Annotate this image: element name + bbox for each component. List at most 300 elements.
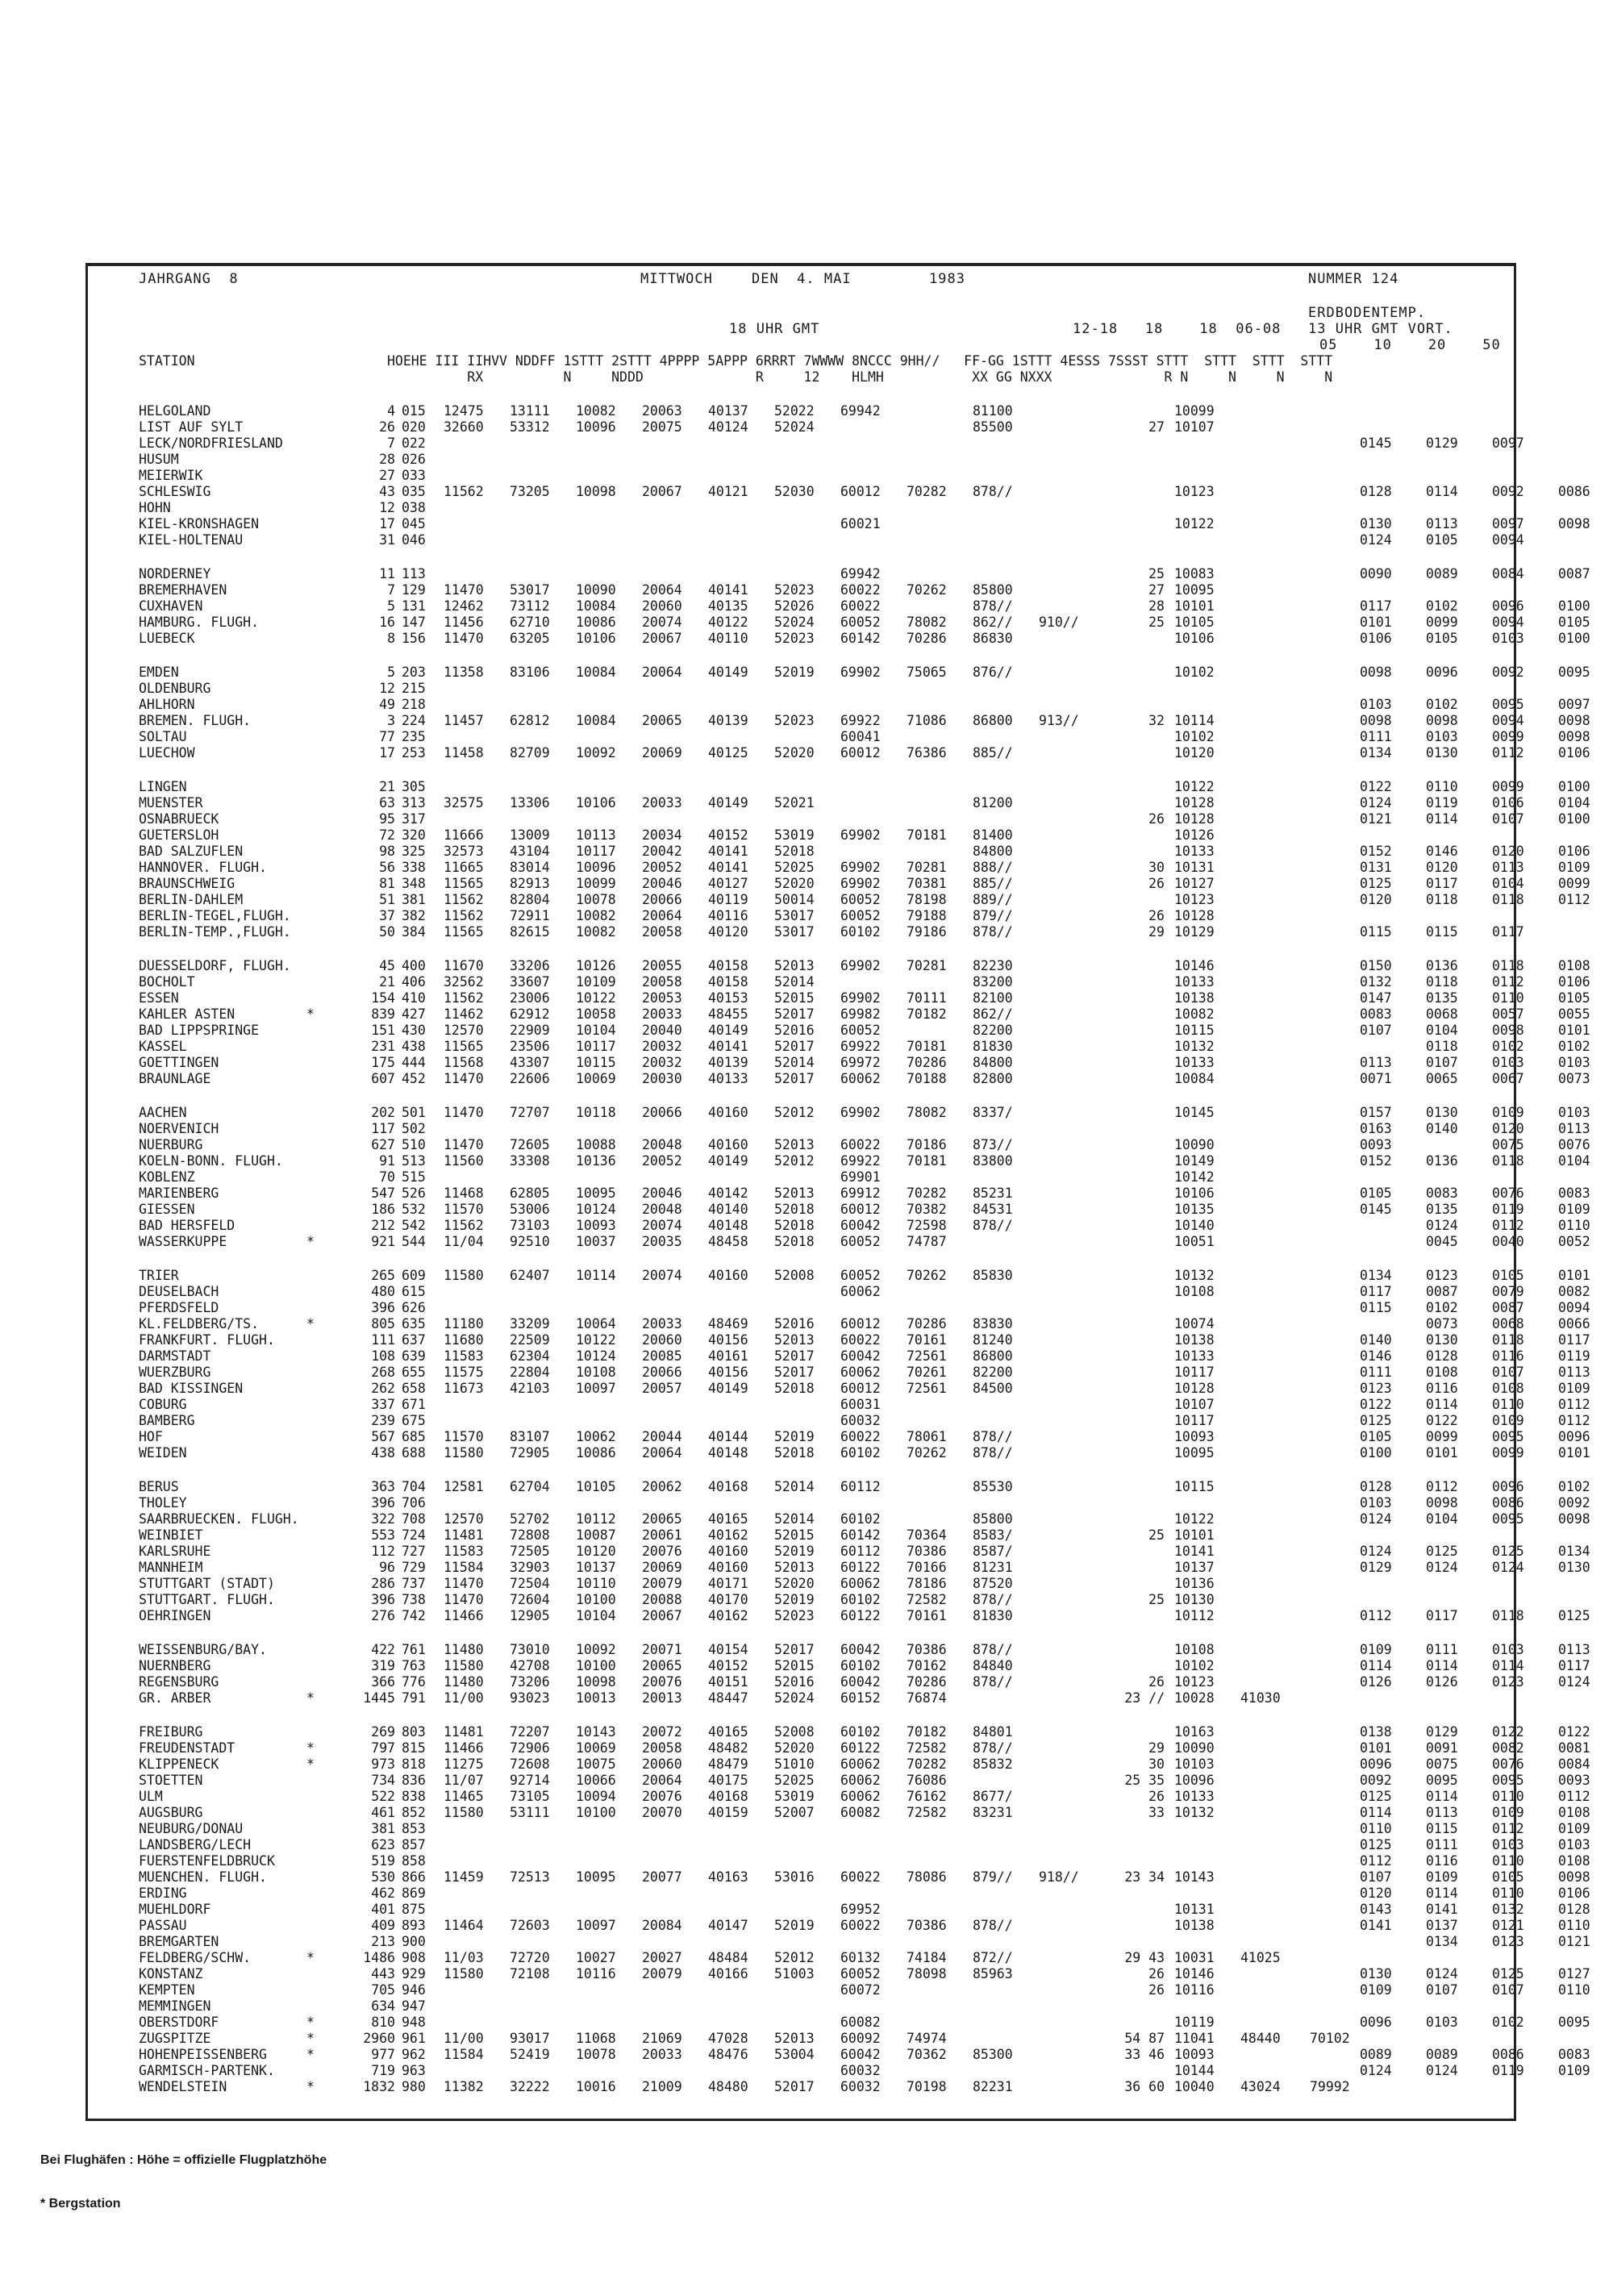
code-8nccc: 862//	[973, 1006, 1013, 1022]
code-8nccc: 82800	[973, 1071, 1013, 1086]
code-1sttt-max: 10136	[1174, 1576, 1215, 1591]
code-nddff: 53006	[510, 1202, 550, 1217]
code-4pppp: 40170	[708, 1592, 748, 1607]
soil-temp-50: 0108	[1558, 1853, 1590, 1869]
code-4pppp: 48455	[708, 1006, 748, 1022]
code-iihvv: 11680	[444, 1332, 484, 1348]
code-6rrrt: 60112	[840, 1544, 881, 1559]
code-6rrrt: 60052	[840, 1234, 881, 1249]
station-number: 946	[402, 1982, 426, 1998]
station-height: 567	[371, 1429, 395, 1444]
soil-temp-50: 0055	[1558, 1006, 1590, 1022]
station-number: 218	[402, 697, 426, 712]
code-5appp: 52019	[774, 1429, 815, 1444]
code-5appp: 52023	[774, 582, 815, 598]
code-1sttt: 10098	[576, 484, 616, 499]
soil-temp-10: 0111	[1426, 1642, 1458, 1657]
code-2sttt: 20034	[642, 827, 682, 843]
code-iihvv: 11465	[444, 1789, 484, 1804]
station-number: 224	[402, 713, 426, 728]
station-height: 31	[379, 532, 395, 548]
soil-temp-10: 0140	[1426, 1121, 1458, 1136]
code-5appp: 52017	[774, 2079, 815, 2094]
code-ffgg: 26	[1148, 1966, 1165, 1981]
soil-temp-20: 0120	[1492, 1121, 1524, 1136]
code-8nccc: 8337/	[973, 1105, 1013, 1120]
station-number: 869	[402, 1886, 426, 1901]
code-6rrrt: 69902	[840, 665, 881, 680]
soil-temp-10: 0123	[1426, 1268, 1458, 1283]
code-1sttt: 10082	[576, 924, 616, 940]
code-1sttt: 10143	[576, 1724, 616, 1740]
station-name: REGENSBURG	[139, 1674, 219, 1690]
soil-temp-10: 0135	[1426, 1202, 1458, 1217]
station-height: 8	[387, 631, 395, 646]
code-7wwww: 70182	[907, 1724, 947, 1740]
code-7wwww: 70182	[907, 1006, 947, 1022]
code-6rrrt: 60012	[840, 1202, 881, 1217]
soil-temp-10: 0099	[1426, 1429, 1458, 1444]
station-name: PFERDSFELD	[139, 1300, 219, 1315]
code-6rrrt: 69902	[840, 827, 881, 843]
table-row	[52, 1724, 1590, 1740]
table-row	[52, 795, 1590, 811]
soil-temp-10: 0101	[1426, 1445, 1458, 1461]
code-1sttt-max: 10101	[1174, 598, 1215, 614]
station-number: 857	[402, 1837, 426, 1852]
station-name: BRAUNSCHWEIG	[139, 876, 235, 891]
station-height: 37	[379, 908, 395, 923]
soil-temp-50: 0101	[1558, 1268, 1590, 1283]
soil-temp-10: 0129	[1426, 435, 1458, 451]
code-1sttt: 10078	[576, 2047, 616, 2062]
code-5appp: 52015	[774, 1658, 815, 1673]
soil-temp-50: 0100	[1558, 779, 1590, 794]
code-2sttt: 20061	[642, 1527, 682, 1543]
code-1sttt: 11068	[576, 2031, 616, 2046]
table-row	[52, 1137, 1590, 1153]
soil-temp-50: 0098	[1558, 713, 1590, 728]
code-5appp: 52015	[774, 990, 815, 1006]
soil-temp-05: 0092	[1360, 1773, 1392, 1788]
code-4pppp: 40139	[708, 713, 748, 728]
table-row	[52, 665, 1590, 681]
code-5appp: 53004	[774, 2047, 815, 2062]
table-row	[52, 1821, 1590, 1837]
code-nddff: 22509	[510, 1332, 550, 1348]
code-6rrrt: 60032	[840, 2063, 881, 2078]
code-1sttt-max: 10137	[1174, 1560, 1215, 1575]
table-row	[52, 1039, 1590, 1055]
code-5appp: 52023	[774, 713, 815, 728]
code-6rrrt: 60032	[840, 2079, 881, 2094]
table-row	[52, 419, 1503, 435]
code-1sttt-max: 10106	[1174, 1186, 1215, 1201]
code-7wwww: 70161	[907, 1332, 947, 1348]
table-row	[52, 1918, 1590, 1934]
mountain-marker: *	[306, 2047, 315, 2062]
code-nddff: 23506	[510, 1039, 550, 1054]
soil-temp-20: 0105	[1492, 1869, 1524, 1885]
soil-temp-05: 0101	[1360, 615, 1392, 630]
station-number: 026	[402, 452, 426, 467]
code-1sttt: 10084	[576, 598, 616, 614]
soil-temp-10: 0108	[1426, 1365, 1458, 1380]
code-1sttt-max: 10090	[1174, 1740, 1215, 1756]
station-height: 319	[371, 1658, 395, 1673]
code-4pppp: 40156	[708, 1332, 748, 1348]
code-iihvv: 11562	[444, 484, 484, 499]
code-8nccc: 878//	[973, 1642, 1013, 1657]
code-5appp: 52024	[774, 1690, 815, 1706]
soil-temp-20: 0121	[1492, 1918, 1524, 1933]
station-height: 117	[371, 1121, 395, 1136]
soil-temp-20: 0122	[1492, 1724, 1524, 1740]
code-iihvv: 11673	[444, 1381, 484, 1396]
issue-number: NUMMER 124	[1308, 271, 1399, 287]
station-number: 908	[402, 1950, 426, 1965]
station-name: EMDEN	[139, 665, 179, 680]
group-gap	[52, 548, 1503, 566]
station-height: 112	[371, 1544, 395, 1559]
soil-temp-10: 0099	[1426, 615, 1458, 630]
soil-temp-05: 0114	[1360, 1805, 1392, 1820]
station-height: 438	[371, 1445, 395, 1461]
code-1sttt: 10110	[576, 1576, 616, 1591]
code-7wwww: 70362	[907, 2047, 947, 2062]
table-row	[52, 1186, 1590, 1202]
code-1sttt-max: 10107	[1174, 1397, 1215, 1412]
soil-temp-50: 0108	[1558, 1805, 1590, 1820]
code-4pppp: 40127	[708, 876, 748, 891]
code-ffgg: 26	[1148, 1982, 1165, 1998]
soil-temp-05: 0128	[1360, 484, 1392, 499]
table-row	[52, 1300, 1590, 1316]
soil-temp-50: 0052	[1558, 1234, 1590, 1249]
code-8nccc: 82200	[973, 1023, 1013, 1038]
code-8nccc: 85963	[973, 1966, 1013, 1981]
code-1sttt-max: 10108	[1174, 1284, 1215, 1299]
code-ffgg: 28	[1148, 598, 1165, 614]
soil-temp-50: 0106	[1558, 974, 1590, 990]
soil-temp-05: 0152	[1360, 844, 1392, 859]
code-8nccc: 85800	[973, 582, 1013, 598]
code-4pppp: 40156	[708, 1365, 748, 1380]
code-4pppp: 40158	[708, 958, 748, 973]
station-height: 734	[371, 1773, 395, 1788]
station-name: BERLIN-TEGEL,FLUGH.	[139, 908, 291, 923]
station-name: GIESSEN	[139, 1202, 195, 1217]
code-nddff: 72504	[510, 1576, 550, 1591]
station-height: 91	[379, 1153, 395, 1169]
code-4pppp: 40139	[708, 1055, 748, 1070]
mountain-marker: *	[306, 1740, 315, 1756]
code-1sttt-max: 10144	[1174, 2063, 1215, 2078]
code-nddff: 72905	[510, 1445, 550, 1461]
code-6rrrt: 60152	[840, 1690, 881, 1706]
station-name: BAD KISSINGEN	[139, 1381, 244, 1396]
code-6rrrt: 60022	[840, 1429, 881, 1444]
code-2sttt: 20033	[642, 795, 682, 810]
code-1sttt-max: 10128	[1174, 1381, 1215, 1396]
code-7wwww: 70262	[907, 582, 947, 598]
code-4pppp: 40160	[708, 1137, 748, 1152]
station-name: WEISSENBURG/BAY.	[139, 1642, 267, 1657]
soil-temp-50: 0101	[1558, 1445, 1590, 1461]
code-nddff: 73105	[510, 1789, 550, 1804]
soil-temp-20: 0095	[1492, 697, 1524, 712]
soil-temp-50: 0096	[1558, 1429, 1590, 1444]
station-name: ULM	[139, 1789, 163, 1804]
station-height: 443	[371, 1966, 395, 1981]
code-1sttt-max: 10133	[1174, 1348, 1215, 1364]
soil-temp-10: 0098	[1426, 1495, 1458, 1511]
station-name: LANDSBERG/LECH	[139, 1837, 252, 1852]
code-6rrrt: 69942	[840, 566, 881, 581]
soil-temp-10: 0122	[1426, 1413, 1458, 1428]
station-number: 438	[402, 1039, 426, 1054]
code-7wwww: 79186	[907, 924, 947, 940]
station-height: 839	[371, 1006, 395, 1022]
code-2sttt: 20072	[642, 1724, 682, 1740]
code-1sttt: 10093	[576, 1218, 616, 1233]
soil-temp-10: 0107	[1426, 1055, 1458, 1070]
table-row	[52, 1121, 1590, 1137]
station-name: THOLEY	[139, 1495, 187, 1511]
code-6rrrt: 60022	[840, 1918, 881, 1933]
code-4pppp: 40154	[708, 1642, 748, 1657]
soil-temp-50: 0084	[1558, 1756, 1590, 1772]
code-5appp: 52017	[774, 1006, 815, 1022]
code-4pppp: 40148	[708, 1218, 748, 1233]
code-nddff: 83106	[510, 665, 550, 680]
soil-temp-05: 0143	[1360, 1902, 1392, 1917]
code-nddff: 72603	[510, 1918, 550, 1933]
table-row	[52, 1511, 1590, 1527]
soil-temp-10: 0083	[1426, 1186, 1458, 1201]
code-5appp: 52020	[774, 745, 815, 760]
code-7wwww: 71086	[907, 713, 947, 728]
code-7wwww: 70364	[907, 1527, 947, 1543]
code-2sttt: 20085	[642, 1348, 682, 1364]
soil-temp-20: 0099	[1492, 729, 1524, 744]
code-nddff: 62805	[510, 1186, 550, 1201]
station-number: 893	[402, 1918, 426, 1933]
code-8nccc: 84801	[973, 1724, 1013, 1740]
soil-temp-50: 0092	[1558, 1495, 1590, 1511]
code-1sttt-max: 10132	[1174, 1039, 1215, 1054]
table-row	[52, 1479, 1590, 1495]
code-5appp: 52016	[774, 1023, 815, 1038]
soil-temp-50: 0109	[1558, 1381, 1590, 1396]
station-height: 27	[379, 468, 395, 483]
code-1sttt: 10069	[576, 1071, 616, 1086]
code-5appp: 53019	[774, 827, 815, 843]
table-row	[52, 484, 1590, 500]
table-row	[52, 876, 1590, 892]
station-name: HELGOLAND	[139, 403, 211, 419]
soil-temp-05: 0134	[1360, 745, 1392, 760]
code-iihvv: 32660	[444, 419, 484, 435]
station-name: BRAUNLAGE	[139, 1071, 211, 1086]
code-1sttt: 10090	[576, 582, 616, 598]
code-6rrrt: 60062	[840, 1365, 881, 1380]
code-8nccc: 84500	[973, 1381, 1013, 1396]
station-name: TRIER	[139, 1268, 179, 1283]
code-1sttt: 10084	[576, 665, 616, 680]
soil-temp-10: 0105	[1426, 532, 1458, 548]
code-iihvv: 11481	[444, 1527, 484, 1543]
soil-temp-20: 0118	[1492, 1153, 1524, 1169]
station-number: 215	[402, 681, 426, 696]
code-nddff: 53111	[510, 1805, 550, 1820]
code-iihvv: 12581	[444, 1479, 484, 1494]
soil-temp-50: 0098	[1558, 1511, 1590, 1527]
code-7wwww: 70181	[907, 827, 947, 843]
station-number: 203	[402, 665, 426, 680]
code-nddff: 43104	[510, 844, 550, 859]
station-number: 929	[402, 1966, 426, 1981]
code-8nccc: 85830	[973, 1268, 1013, 1283]
code-nddff: 72808	[510, 1527, 550, 1543]
code-7wwww: 78186	[907, 1576, 947, 1591]
station-name: LECK/NORDFRIESLAND	[139, 435, 283, 451]
code-8nccc: 83200	[973, 974, 1013, 990]
code-4pppp: 48480	[708, 2079, 748, 2094]
station-height: 212	[371, 1218, 395, 1233]
table-row	[52, 566, 1590, 582]
code-6rrrt: 69902	[840, 990, 881, 1006]
code-1sttt: 10097	[576, 1918, 616, 1933]
code-8nccc: 81830	[973, 1039, 1013, 1054]
column-labels-1: STATION HOEHE III IIHVV NDDFF 1STTT 2STTT 4PPPP 5APPP 6RRRT 7WWWW 8NCCC 9HH// FF-GG 1STTT 4ESSS 7SSST STTT STTT STTT STTT	[139, 353, 1333, 369]
soil-temp-10: 0126	[1426, 1674, 1458, 1690]
code-8nccc: 83800	[973, 1153, 1013, 1169]
soil-temp-20: 0102	[1492, 1039, 1524, 1054]
soil-temp-05: 0122	[1360, 1397, 1392, 1412]
soil-temp-20: 0068	[1492, 1316, 1524, 1331]
station-name: BERUS	[139, 1479, 179, 1494]
code-5appp: 52013	[774, 958, 815, 973]
soil-temp-50: 0134	[1558, 1544, 1590, 1559]
code-1sttt: 10122	[576, 990, 616, 1006]
table-row	[52, 1055, 1590, 1071]
soil-temp-05: 0100	[1360, 1445, 1392, 1461]
station-height: 921	[371, 1234, 395, 1249]
code-4pppp: 40147	[708, 1918, 748, 1933]
code-7wwww: 70281	[907, 860, 947, 875]
station-name: SOLTAU	[139, 729, 187, 744]
code-7wwww: 78082	[907, 1105, 947, 1120]
code-7wwww: 70111	[907, 990, 947, 1006]
station-height: 396	[371, 1592, 395, 1607]
code-8nccc: 878//	[973, 1218, 1013, 1233]
code-6rrrt: 69902	[840, 860, 881, 875]
code-2sttt: 20042	[642, 844, 682, 859]
code-4pppp: 40141	[708, 860, 748, 875]
code-6rrrt: 60012	[840, 484, 881, 499]
table-row	[52, 1853, 1590, 1869]
code-nddff: 62304	[510, 1348, 550, 1364]
code-nddff: 22606	[510, 1071, 550, 1086]
code-5appp: 53017	[774, 908, 815, 923]
code-7wwww: 78082	[907, 615, 947, 630]
code-1sttt-max: 10031	[1174, 1950, 1215, 1965]
soil-temp-20: 0094	[1492, 615, 1524, 630]
code-1sttt: 10122	[576, 1332, 616, 1348]
soil-temp-05: 0150	[1360, 958, 1392, 973]
soil-temp-05: 0128	[1360, 1479, 1392, 1494]
code-2sttt: 20052	[642, 1153, 682, 1169]
soil-temp-50: 0101	[1558, 1023, 1590, 1038]
soil-temp-10: 0114	[1426, 811, 1458, 827]
code-8nccc: 82100	[973, 990, 1013, 1006]
station-height: 77	[379, 729, 395, 744]
code-8nccc: 888//	[973, 860, 1013, 875]
station-number: 045	[402, 516, 426, 531]
code-6rrrt: 69952	[840, 1902, 881, 1917]
soil-temp-10: 0141	[1426, 1902, 1458, 1917]
code-8nccc: 878//	[973, 1429, 1013, 1444]
station-number: 542	[402, 1218, 426, 1233]
code-1sttt-max: 10128	[1174, 908, 1215, 923]
soil-temp-05: 0103	[1360, 1495, 1392, 1511]
code-1sttt-max: 10123	[1174, 1674, 1215, 1690]
soil-temp-10: 0117	[1426, 1608, 1458, 1623]
station-height: 265	[371, 1268, 395, 1283]
table-row	[52, 468, 1503, 484]
code-4pppp: 40171	[708, 1576, 748, 1591]
code-1sttt-max: 10133	[1174, 1789, 1215, 1804]
code-iihvv: 11458	[444, 745, 484, 760]
code-2sttt: 20067	[642, 484, 682, 499]
table-row	[52, 1756, 1590, 1773]
station-number: 526	[402, 1186, 426, 1201]
code-7wwww: 70282	[907, 1756, 947, 1772]
code-5appp: 52015	[774, 1527, 815, 1543]
code-1sttt-max: 10117	[1174, 1413, 1215, 1428]
soil-temp-05: 0105	[1360, 1186, 1392, 1201]
station-height: 363	[371, 1479, 395, 1494]
code-7wwww: 79188	[907, 908, 947, 923]
station-height: 108	[371, 1348, 395, 1364]
soil-temp-20: 0096	[1492, 598, 1524, 614]
code-2sttt: 20071	[642, 1642, 682, 1657]
code-7wwww: 78098	[907, 1966, 947, 1981]
soil-temp-05: 0117	[1360, 598, 1392, 614]
code-2sttt: 20064	[642, 908, 682, 923]
soil-temp-20: 0114	[1492, 1658, 1524, 1673]
station-number: 515	[402, 1169, 426, 1185]
code-nddff: 72505	[510, 1544, 550, 1559]
soil-temp-20: 0110	[1492, 1789, 1524, 1804]
code-5appp: 52013	[774, 1332, 815, 1348]
soil-temp-50: 0112	[1558, 892, 1590, 907]
code-1sttt: 10126	[576, 958, 616, 973]
code-nddff: 22909	[510, 1023, 550, 1038]
station-name: HUSUM	[139, 452, 179, 467]
code-7wwww: 76386	[907, 745, 947, 760]
code-iihvv: 11560	[444, 1153, 484, 1169]
code-7wwww: 75065	[907, 665, 947, 680]
code-4pppp: 40162	[708, 1527, 748, 1543]
code-8nccc: 878//	[973, 1918, 1013, 1933]
station-height: 4	[387, 403, 395, 419]
soil-temp-05: 0117	[1360, 1284, 1392, 1299]
code-2sttt: 20066	[642, 1105, 682, 1120]
code-1sttt-max: 10130	[1174, 1592, 1215, 1607]
soil-temp-10: 0124	[1426, 1966, 1458, 1981]
